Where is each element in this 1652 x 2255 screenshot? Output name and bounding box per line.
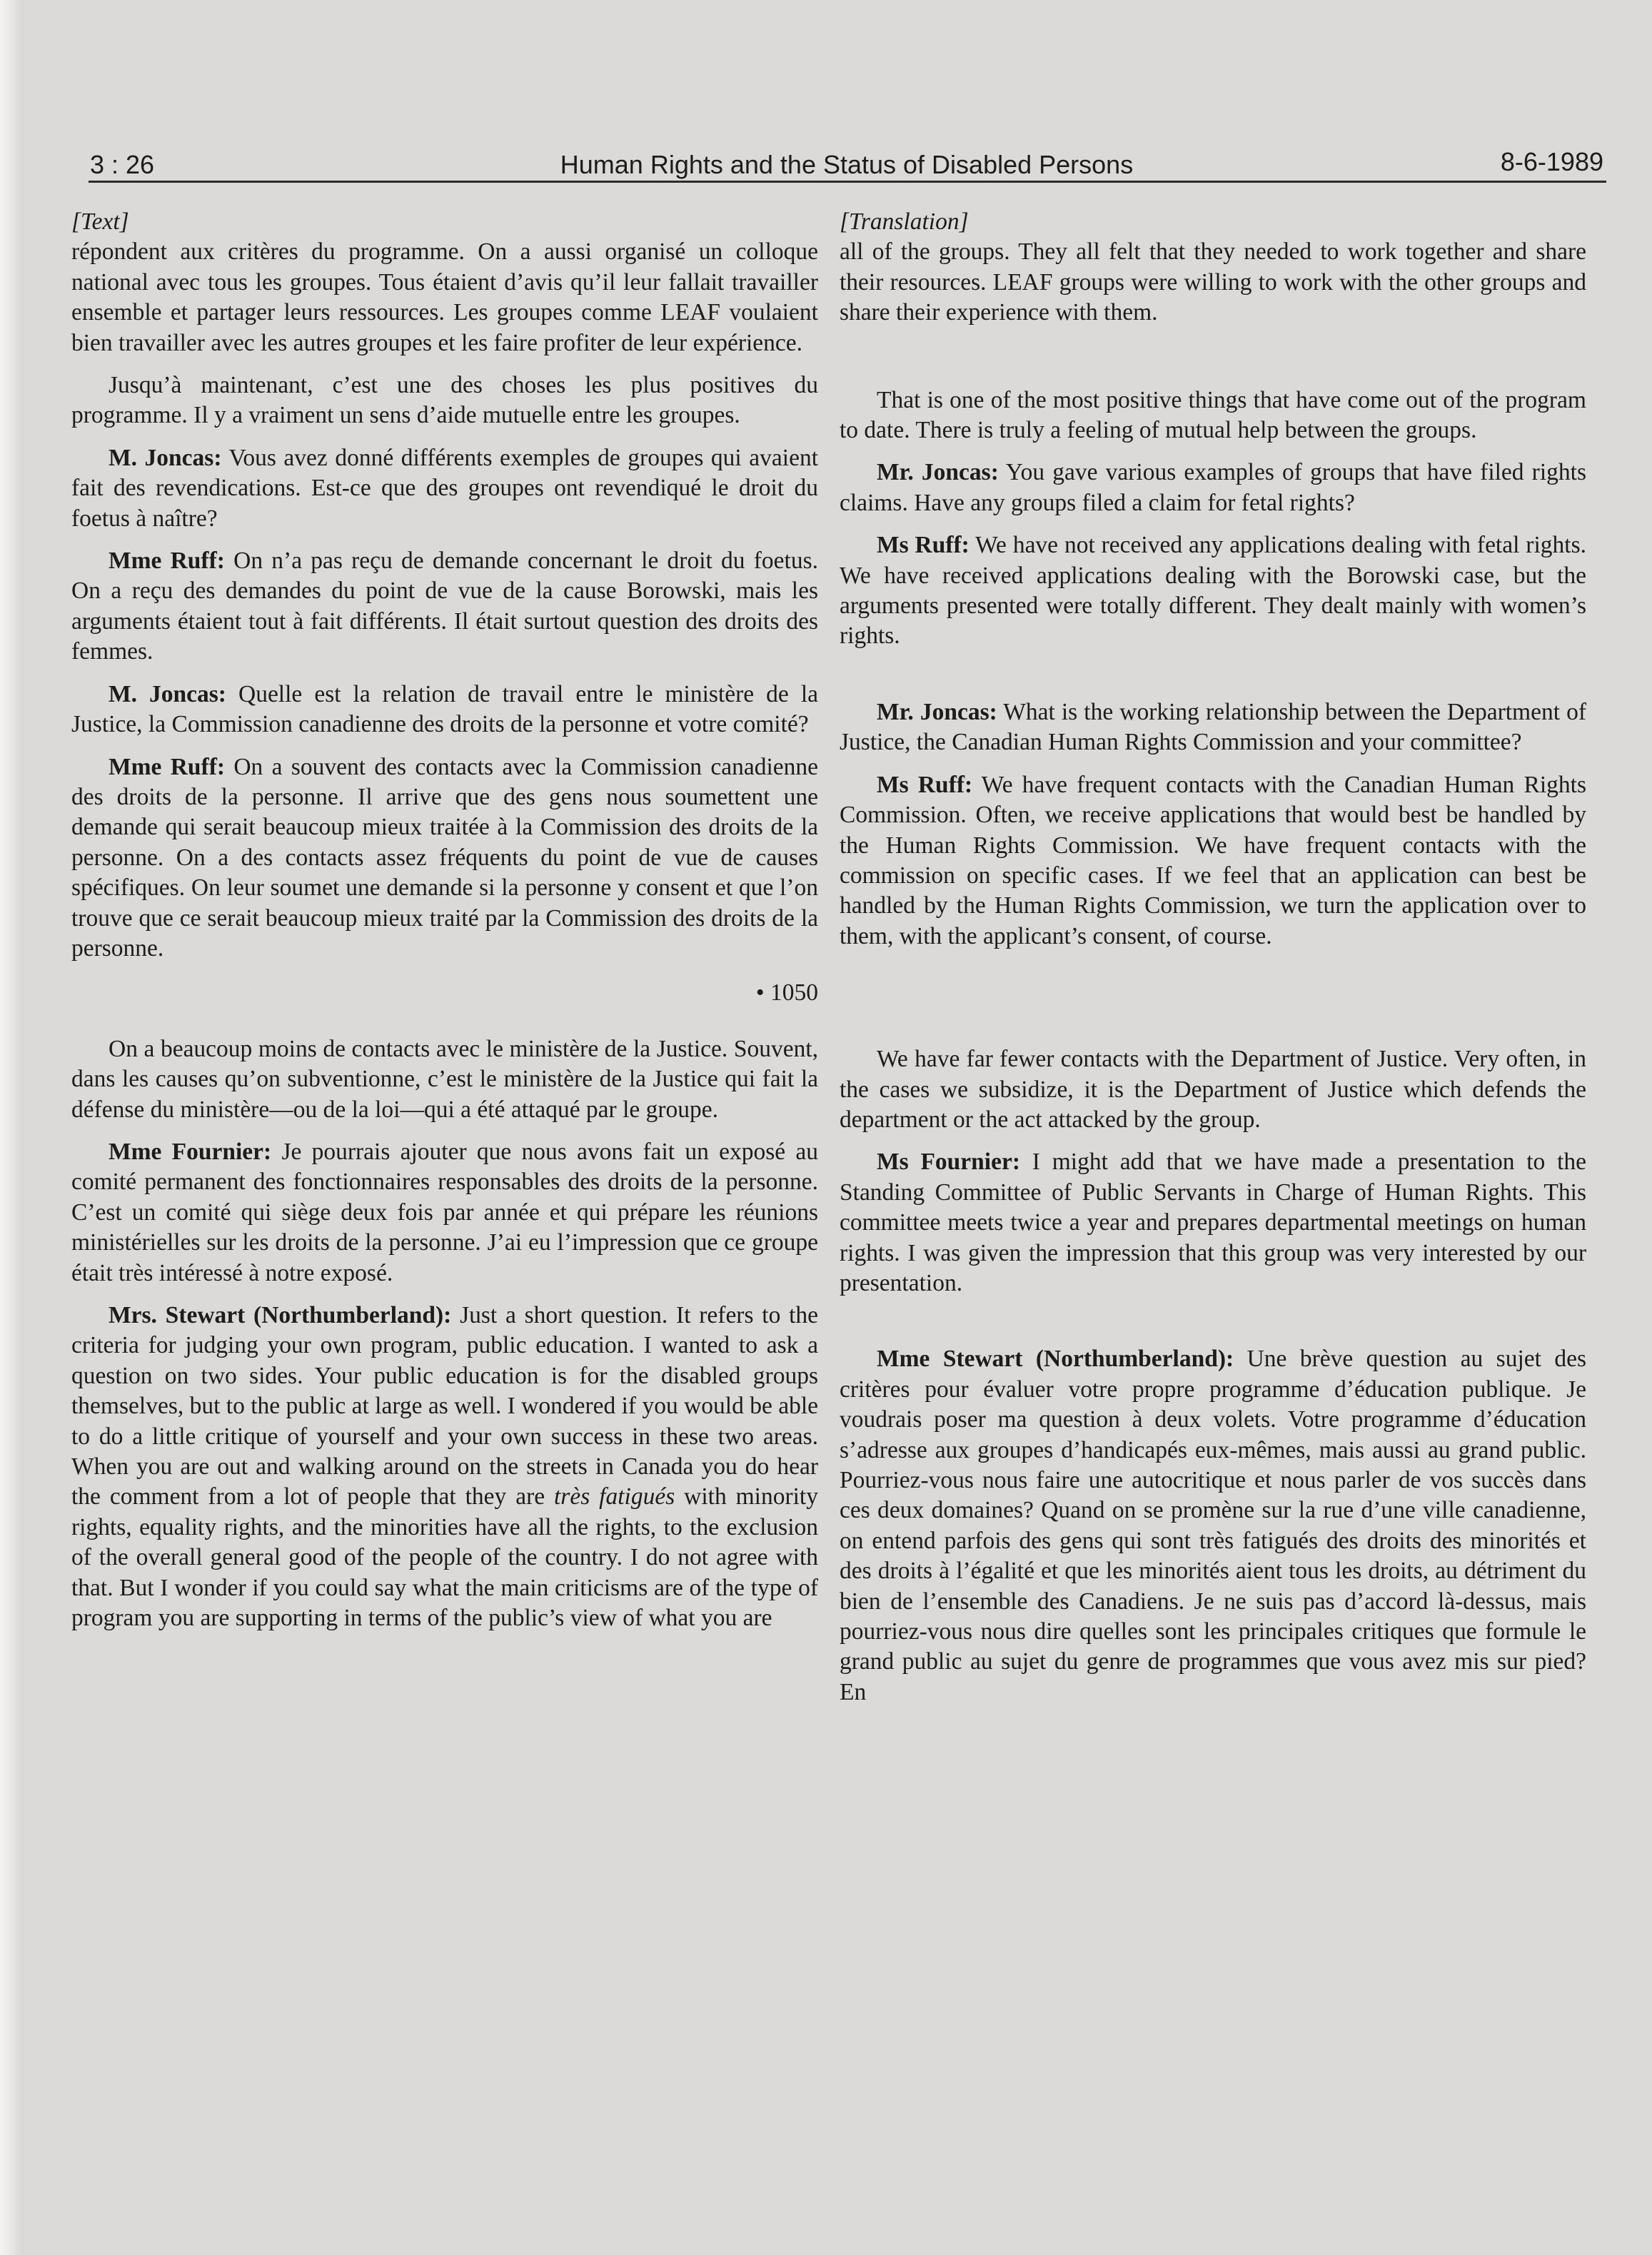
speaker-name: Mme Fournier: bbox=[109, 1138, 272, 1165]
speaker-name: Mrs. Stewart (Northumberland): bbox=[109, 1302, 452, 1328]
paragraph: M. Joncas: Quelle est la relation de travail entre le ministère de la Justice, la Commission canadienne des droits de la personne et votre comité? bbox=[71, 680, 819, 738]
paragraph: On a beaucoup moins de contacts avec le ministère de la Justice. Souvent, dans les causes qu’on subventionne, c’est le ministère de la Justice qui fait la défense du ministère—ou de la loi—qui a été attaqué par le groupe. bbox=[71, 1035, 818, 1123]
speaker-name: M. Joncas: bbox=[109, 680, 226, 707]
paragraph: Mme Fournier: Je pourrais ajouter que nous avons fait un exposé au comité permanent des fonctionnaires responsables des droits de la personne. C’est un comité qui siège deux fois par année et qui prépare les réunions ministérielles sur les droits de la personne. J’ai eu l’impression que ce groupe était très intéressé à notre exposé. bbox=[71, 1138, 818, 1286]
header-rule bbox=[89, 181, 1606, 183]
paragraph: That is one of the most positive things that have come out of the program to date. There is truly a feeling of mutual help between the groups. bbox=[840, 386, 1586, 444]
right-column bbox=[840, 207, 1586, 1720]
publication-title: Human Rights and the Status of Disabled Persons bbox=[560, 150, 1134, 179]
running-header bbox=[90, 147, 1603, 183]
paragraph: Ms Ruff: We have not received any applications dealing with fetal rights. We have received applications dealing with the Borowski case, but the arguments presented were totally different. They dealt mainly with women’s rights. bbox=[840, 532, 1586, 650]
emphasis: très fatigués bbox=[554, 1483, 675, 1510]
paragraph: Mme Stewart (Northumberland): Une brève question au sujet des critères pour évaluer votre propre programme d’éducation publique. Je voudrais poser ma question à deux volets. Votre programme d’éducation s’adresse aux groupes d’handicapés eux-mêmes, mais aussi au grand public. Pourriez-vous nous faire une autocritique et nous parler de vos succès dans ces deux domaines? Quand on se promène sur la rue d’une ville canadienne, on entend parfois des gens qui sont très fatigués des droits des minorités et des droits à l’égalité et que les minorités aient tous les droits, au détriment du bien de l’ensemble des Canadiens. Je ne suis pas d’accord là-dessus, mais pourriez-vous nous dire quelles sont les principales critiques que formule le grand public au sujet du genre de programmes que vous avez mis sur pied? En bbox=[840, 1346, 1587, 1705]
speaker-name: Mme Ruff: bbox=[109, 753, 226, 780]
paragraph: all of the groups. They all felt that they needed to work together and share their resources. LEAF groups were willing to work with the other groups and share their experience with them. bbox=[840, 238, 1586, 326]
paragraph: Jusqu’à maintenant, c’est une des choses les plus positives du programme. Il y a vraiment un sens d’aide mutuelle entre les groupes. bbox=[71, 372, 818, 429]
header-date: 8-6-1989 bbox=[1500, 147, 1603, 176]
paragraph: M. Joncas: Vous avez donné différents exemples de groupes qui avaient fait des revendications. Est-ce que des groupes ont revendiqué le droit du foetus à naître? bbox=[71, 444, 818, 532]
speaker-name: Ms Fournier: bbox=[877, 1149, 1020, 1176]
column-label-text: [Text] bbox=[71, 208, 129, 235]
speaker-name: Ms Ruff: bbox=[877, 771, 973, 798]
paragraph: Mr. Joncas: You gave various examples of groups that have filed rights claims. Have any groups filed a claim for fetal rights? bbox=[840, 459, 1586, 516]
speaker-name: Ms Ruff: bbox=[877, 532, 969, 559]
speaker-name: Mr. Joncas: bbox=[877, 698, 997, 725]
paragraph: We have far fewer contacts with the Department of Justice. Very often, in the cases we subsidize, it is the Department of Justice which defends the department or the act attacked by the group. bbox=[840, 1046, 1586, 1133]
speaker-name: Mr. Joncas: bbox=[877, 459, 999, 486]
time-marker: • 1050 bbox=[755, 979, 818, 1007]
column-label-translation: [Translation] bbox=[840, 208, 969, 235]
paragraph: Mr. Joncas: What is the working relationship between the Department of Justice, the Canadian Human Rights Commission and your committee? bbox=[840, 698, 1586, 756]
page-edge bbox=[0, 0, 24, 2255]
speaker-name: Mme Ruff: bbox=[109, 548, 225, 575]
paragraph: répondent aux critères du programme. On a aussi organisé un colloque national avec tous les groupes. Tous étaient d’avis qu’il leur fallait travailler ensemble et partager leurs ressources. Les groupes comme LEAF voulaient bien travailler avec les autres groupes et les faire profiter de leur expérience. bbox=[71, 238, 818, 356]
paragraph: Mme Ruff: On n’a pas reçu de demande concernant le droit du foetus. On a reçu des demandes du point de vue de la cause Borowski, mais les arguments étaient tout à fait différents. Il était surtout question des droits des femmes. bbox=[71, 548, 818, 665]
paragraph: Mme Ruff: On a souvent des contacts avec la Commission canadienne des droits de la personne. Il arrive que des gens nous soumettent une demande qui serait beaucoup mieux traitée à la Commission des droits de la personne. On a des contacts assez fréquents du point de vue de causes spécifiques. On leur soumet une demande si la personne y consent et que l’on trouve que ce serait beaucoup mieux traité par la Commission des droits de la personne. bbox=[71, 753, 818, 962]
speaker-name: M. Joncas: bbox=[109, 444, 222, 471]
paragraph: Ms Ruff: We have frequent contacts with the Canadian Human Rights Commission. Often, we receive applications that would best be handled by the Human Rights Commission. We have frequent contacts with the commission on specific cases. If we feel that an application can best be handled by the Human Rights Commission, we turn the application over to them, with the applicant’s consent, of course. bbox=[840, 771, 1586, 949]
left-column bbox=[71, 207, 818, 1645]
page-number: 3 : 26 bbox=[90, 150, 155, 179]
paragraph: Mrs. Stewart (Northumberland): Just a short question. It refers to the criteria for judging your own program, public education. I wanted to ask a question on two sides. Your public education is for the disabled groups themselves, but to the public at large as well. I wondered if you would be able to do a little critique of yourself and your own success in these two areas. When you are out and walking around on the streets in Canada you do hear the comment from a lot of people that they are très fatigués with minority rights, equality rights, and the minorities have all the rights, to the exclusion of the overall general good of the people of the country. I do not agree with that. But I wonder if you could say what the main criticisms are of the type of program you are supporting in terms of the public’s view of what you are bbox=[71, 1302, 818, 1632]
speaker-name: Mme Stewart (Northumberland): bbox=[877, 1346, 1234, 1373]
paragraph: Ms Fournier: I might add that we have made a presentation to the Standing Committee of Public Servants in Charge of Human Rights. This committee meets twice a year and prepares departmental meetings on human rights. I was given the impression that this group was very interested by our presentation. bbox=[840, 1149, 1587, 1296]
